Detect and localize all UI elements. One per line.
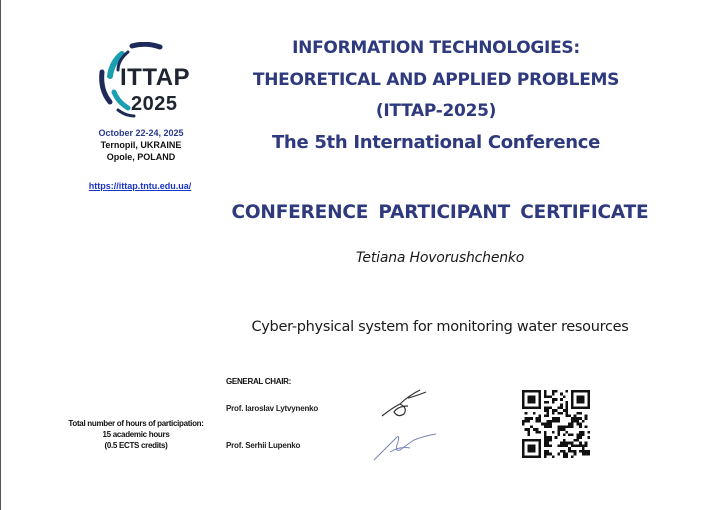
ects-value: (0.5 ECTS credits) (104, 441, 168, 450)
certificate-title: CONFERENCE PARTICIPANT CERTIFICATE (231, 202, 649, 223)
conference-link[interactable]: https://ittap.tntu.edu.ua/ (88, 181, 192, 191)
hours-value: 15 academic hours (102, 430, 170, 439)
general-chair-label: GENERAL CHAIR: (226, 377, 291, 386)
conference-title-line-2: THEORETICAL AND APPLIED PROBLEMS (252, 70, 620, 90)
chair-name-2: Prof. Serhii Lupenko (226, 441, 301, 450)
conference-title-line-3: (ITTAP-2025) (375, 101, 497, 121)
hours-label: Total number of hours of participation: (68, 419, 204, 428)
participant-name: Tetiana Hovorushchenko (355, 250, 525, 266)
chair-name-1: Prof. Iaroslav Lytvynenko (226, 404, 319, 413)
conference-city-2: Opole, POLAND (106, 152, 176, 162)
logo-text: ITTAP (120, 64, 191, 91)
participation-hours (48, 418, 224, 451)
signature-icon (370, 428, 440, 464)
page-border (0, 0, 1, 510)
conference-title-line-1: INFORMATION TECHNOLOGIES: (292, 38, 580, 58)
conference-city-1: Ternopil, UKRAINE (100, 140, 182, 150)
logo-year: 2025 (131, 93, 178, 115)
conference-subtitle: The 5th International Conference (271, 132, 601, 153)
presentation-topic: Cyber-physical system for monitoring water resources (251, 319, 629, 335)
qr-code-icon (520, 390, 592, 458)
conference-dates: October 22-24, 2025 (98, 128, 184, 138)
signature-icon (378, 386, 430, 422)
